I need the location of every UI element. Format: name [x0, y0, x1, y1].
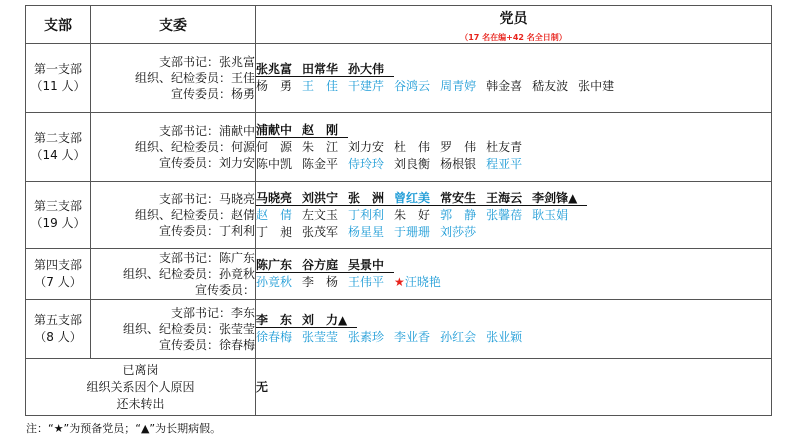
member-name: 耿玉娟 [532, 207, 569, 222]
branch-count: （14 人） [30, 148, 86, 162]
member-name: 程亚平 [486, 156, 523, 171]
branch-row [26, 249, 772, 300]
branch-name: 第二支部 [33, 131, 82, 145]
member-name: 刘良衡 [394, 156, 431, 171]
member-name: 杨根银 [440, 156, 477, 171]
committee-line: 支部书记：马晓亮 [158, 192, 255, 206]
committee-cell [91, 300, 256, 359]
committee-line: 组织、纪检委员：张莹莹 [122, 322, 255, 336]
retired-line-1: 已离岗 [122, 362, 159, 377]
branch-row [26, 300, 772, 359]
member-name: 李业香 [394, 330, 431, 344]
member-name: 张馨蓓 [486, 207, 523, 222]
member-name: 孙竟秋 [256, 275, 293, 289]
committee-line: 支部书记：浦献中 [158, 124, 255, 138]
leader-line [256, 61, 771, 78]
header-members-label: 党员 [499, 11, 528, 27]
leader-group [256, 258, 394, 273]
committee-line: 组织、纪检委员：赵倩 [134, 208, 255, 222]
party-branch-table [25, 5, 772, 416]
member-line [256, 224, 771, 241]
members-cell [256, 182, 772, 249]
member-name: 王 佳 [302, 79, 339, 93]
member-name: 张中建 [578, 79, 615, 93]
member-name: 嵇友波 [532, 79, 569, 93]
header-members-note: （17 名在编+42 名全日制） [460, 33, 567, 42]
branch-name: 第五支部 [33, 313, 82, 327]
retired-line-3: 还未转出 [116, 396, 165, 411]
retired-label [26, 359, 256, 416]
leader-name: 王海云 [486, 190, 523, 205]
member-line [256, 139, 771, 156]
leader-name: 马晓亮 [256, 190, 293, 205]
member-name: 韩金喜 [486, 79, 523, 93]
member-name: 张业颖 [486, 330, 523, 344]
member-name: 罗 伟 [440, 139, 477, 154]
committee-cell [91, 44, 256, 113]
committee-line: 组织、纪检委员：孙竟秋 [122, 267, 255, 281]
leader-name: 田常华 [302, 62, 339, 76]
branch-name: 第一支部 [33, 62, 82, 76]
member-name: 陈中凯 [256, 156, 293, 171]
retired-line-2: 组织关系因个人原因 [86, 379, 195, 394]
members-cell [256, 113, 772, 182]
branch-name-cell [26, 300, 91, 359]
member-name: 于珊珊 [394, 224, 431, 239]
branch-name-cell [26, 44, 91, 113]
member-name: 孙红会 [440, 330, 477, 344]
member-name: 刘莎莎 [440, 224, 477, 239]
member-name: 周青婷 [440, 79, 477, 93]
members-cell [256, 300, 772, 359]
leader-name: 赵 刚 [302, 122, 339, 137]
member-name: 杜 伟 [394, 139, 431, 154]
member-name: 朱 江 [302, 139, 339, 154]
leader-name: 吴景中 [348, 258, 385, 272]
member-name: 郭 静 [440, 207, 477, 222]
leader-name: 刘洪宁 [302, 190, 339, 205]
leader-name: 陈广东 [256, 258, 293, 272]
committee-line: 宣传委员：徐春梅 [158, 338, 255, 352]
member-name: 干建芹 [348, 79, 385, 93]
header-members [256, 6, 772, 44]
committee-cell [91, 249, 256, 300]
member-line [256, 329, 771, 346]
leader-line [256, 122, 771, 139]
member-name: 刘力安 [348, 139, 385, 154]
member-name: 何 源 [256, 139, 293, 154]
leader-name: 常安生 [440, 190, 477, 205]
leader-line [256, 312, 771, 329]
branch-name-cell [26, 113, 91, 182]
branch-name-cell [26, 182, 91, 249]
leader-name: 孙大伟 [348, 62, 385, 76]
branch-row [26, 113, 772, 182]
member-name: 赵 倩 [256, 207, 293, 222]
member-name: 张茂军 [302, 224, 339, 239]
header-committee: 支委 [91, 6, 256, 44]
member-name: 侍玲玲 [348, 156, 385, 171]
committee-line: 宣传委员：杨勇 [170, 87, 255, 101]
committee-line: 支部书记：陈广东 [158, 251, 255, 265]
leader-name: 李剑锋▲ [532, 190, 578, 205]
member-name: 谷鸿云 [394, 79, 431, 93]
member-name: 李 杨 [302, 275, 339, 289]
member-name: 张莹莹 [302, 330, 339, 344]
header-branch: 支部 [26, 6, 91, 44]
member-line [256, 274, 771, 291]
member-name: 王伟平 [348, 275, 385, 289]
committee-line: 支部书记：李东 [170, 306, 255, 320]
member-name: 杨 勇 [256, 79, 293, 93]
leader-name: 张兆富 [256, 62, 293, 76]
members-cell [256, 44, 772, 113]
member-name: ★汪晓艳 [394, 275, 441, 289]
leader-line [256, 257, 771, 274]
branch-name: 第四支部 [33, 258, 82, 272]
leader-line [256, 190, 771, 207]
committee-line: 宣传委员：丁利利 [158, 224, 255, 238]
committee-line: 组织、纪检委员：王佳 [134, 71, 255, 85]
branch-count: （7 人） [34, 275, 82, 289]
member-name: 朱 好 [394, 207, 431, 222]
member-line [256, 78, 771, 95]
member-name: 杨星星 [348, 224, 385, 239]
branch-count: （11 人） [30, 79, 86, 93]
leader-group [256, 313, 357, 328]
member-name: 丁 昶 [256, 224, 293, 239]
member-line [256, 207, 771, 224]
committee-line: 支部书记：张兆富 [158, 55, 255, 69]
leader-name: 曾红美 [394, 190, 431, 205]
branch-row [26, 44, 772, 113]
member-name: 陈金平 [302, 156, 339, 171]
member-name: 丁利利 [348, 207, 385, 222]
committee-line: 宣传委员：刘力安 [158, 156, 255, 170]
committee-cell [91, 182, 256, 249]
leader-group [256, 62, 394, 77]
leader-group [256, 191, 587, 206]
branch-row [26, 182, 772, 249]
members-cell [256, 249, 772, 300]
branch-name-cell [26, 249, 91, 300]
leader-name: 浦献中 [256, 122, 293, 137]
leader-group [256, 123, 348, 138]
member-name: 徐春梅 [256, 330, 293, 344]
star-icon: ★ [394, 275, 405, 289]
footnote: 注：“★”为预备党员；“▲”为长期病假。 [26, 422, 222, 435]
committee-cell [91, 113, 256, 182]
member-line [256, 156, 771, 173]
retired-value-cell [256, 359, 772, 416]
branch-count: （8 人） [34, 330, 82, 344]
branch-rows [26, 44, 772, 359]
leader-name: 李 东 [256, 313, 293, 327]
leader-name: 张 洲 [348, 190, 385, 205]
retired-row [26, 359, 772, 416]
table-header-row [26, 6, 772, 44]
retired-value: 无 [256, 379, 269, 394]
leader-name: 刘 力▲ [302, 313, 348, 327]
member-name: 左文玉 [302, 207, 339, 222]
committee-line: 宣传委员： [194, 283, 255, 297]
member-name: 张素珍 [348, 330, 385, 344]
branch-count: （19 人） [30, 216, 86, 230]
member-name: 杜友青 [486, 139, 523, 154]
branch-name: 第三支部 [33, 199, 82, 213]
committee-line: 组织、纪检委员：何源 [134, 140, 255, 154]
leader-name: 谷方庭 [302, 258, 339, 272]
